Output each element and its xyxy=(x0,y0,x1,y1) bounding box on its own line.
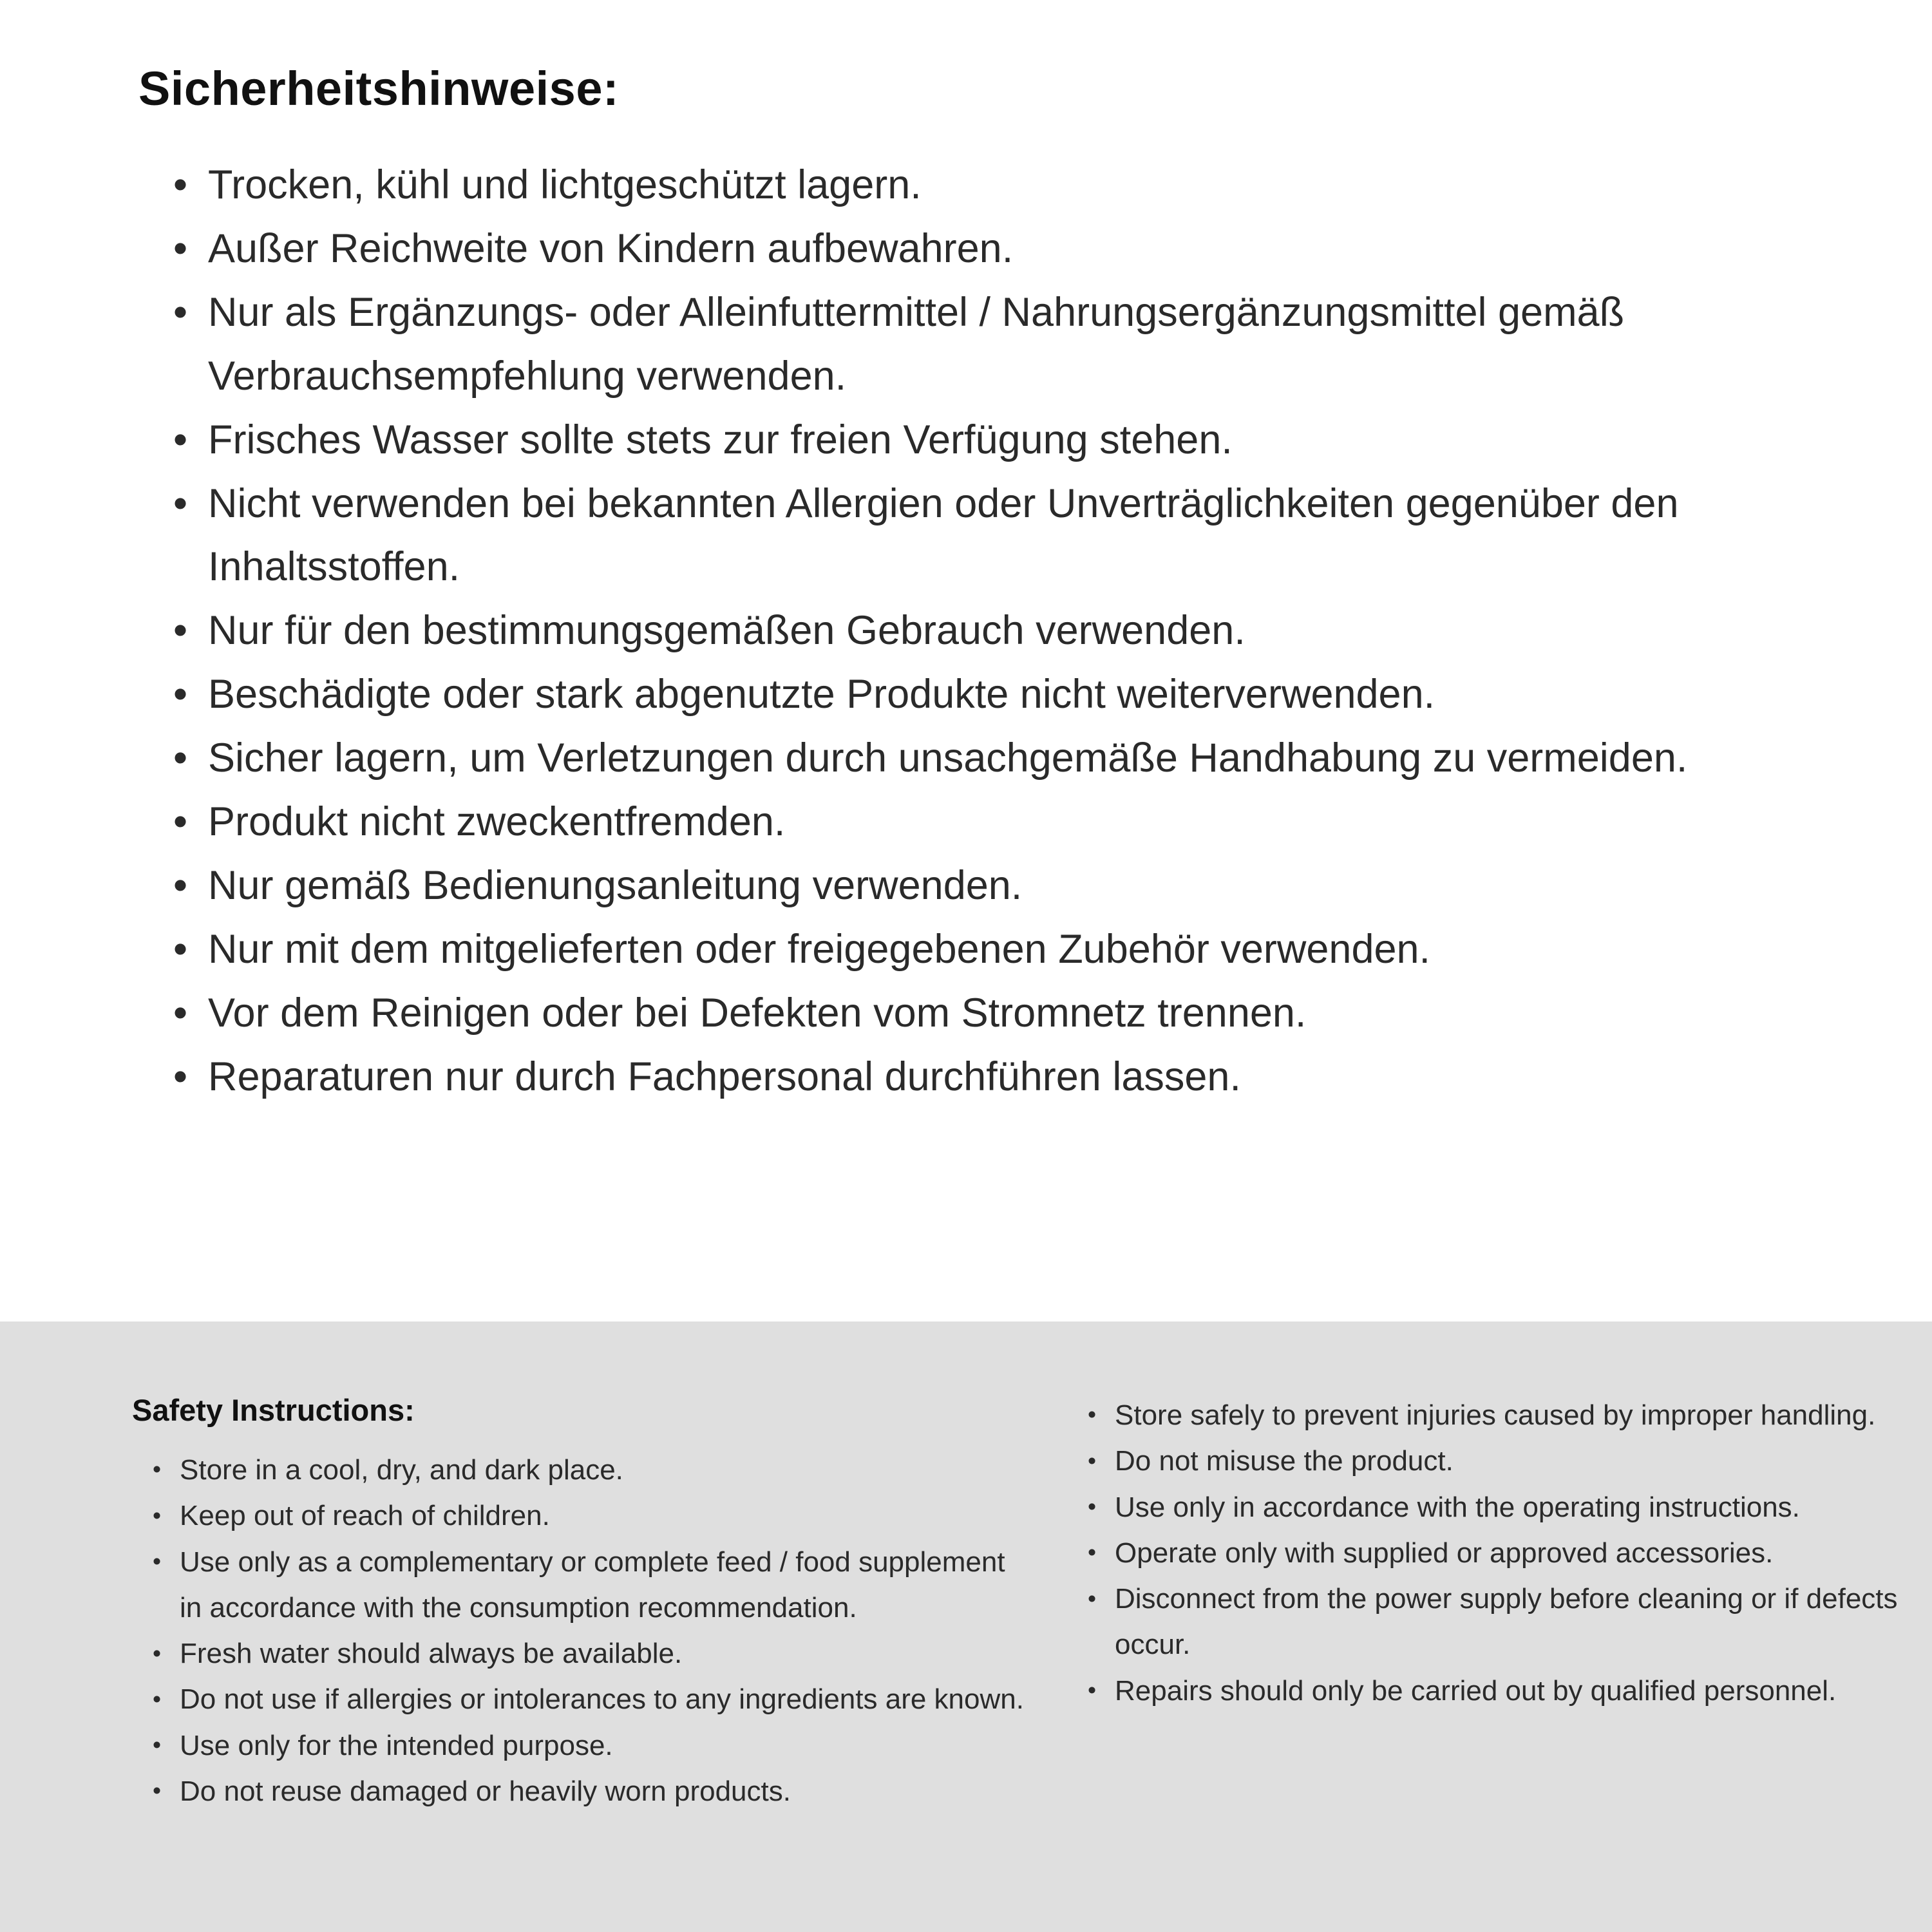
list-item: • Operate only with supplied or approved accessories. xyxy=(1085,1530,1916,1576)
list-item: • Repairs should only be carried out by qualified personnel. xyxy=(1085,1668,1916,1714)
list-item: • Reparaturen nur durch Fachpersonal durchführen lassen. xyxy=(169,1045,1855,1109)
list-item: • Sicher lagern, um Verletzungen durch unsachgemäße Handhabung zu vermeiden. xyxy=(169,726,1855,790)
german-section-title: Sicherheitshinweise: xyxy=(138,62,620,115)
list-item: • Produkt nicht zweckentfremden. xyxy=(169,790,1855,854)
english-left-column xyxy=(132,1392,1027,1814)
english-section-title: Safety Instructions: xyxy=(132,1393,415,1427)
german-safety-list xyxy=(169,153,1855,1109)
list-item: • Store safely to prevent injuries caused by improper handling. xyxy=(1085,1392,1916,1438)
list-item: • Keep out of reach of children. xyxy=(150,1493,1027,1539)
list-item: • Use only as a complementary or complete feed / food supplement in accordance with the consumption recommendation. xyxy=(150,1539,1027,1631)
list-item: • Nur mit dem mitgelieferten oder freigegebenen Zubehör verwenden. xyxy=(169,918,1855,981)
list-item: • Außer Reichweite von Kindern aufbewahren. xyxy=(169,217,1855,281)
list-item: • Store in a cool, dry, and dark place. xyxy=(150,1447,1027,1493)
list-item: • Vor dem Reinigen oder bei Defekten vom Stromnetz trennen. xyxy=(169,981,1855,1045)
list-item: • Nur gemäß Bedienungsanleitung verwenden. xyxy=(169,854,1855,918)
list-item: • Nur für den bestimmungsgemäßen Gebrauch verwenden. xyxy=(169,599,1855,663)
list-item: • Frisches Wasser sollte stets zur freien Verfügung stehen. xyxy=(169,408,1855,472)
english-safety-list-left xyxy=(150,1447,1027,1814)
list-item: • Trocken, kühl und lichtgeschützt lagern. xyxy=(169,153,1855,217)
list-item: • Do not use if allergies or intolerances to any ingredients are known. xyxy=(150,1676,1027,1722)
list-item: • Use only for the intended purpose. xyxy=(150,1723,1027,1768)
english-safety-list-right xyxy=(1085,1392,1916,1714)
list-item: • Nicht verwenden bei bekannten Allergien oder Unverträglichkeiten gegenüber den Inhaltsstoffen. xyxy=(169,472,1855,600)
list-item: • Do not reuse damaged or heavily worn products. xyxy=(150,1768,1027,1814)
list-item: • Do not misuse the product. xyxy=(1085,1438,1916,1484)
english-right-column xyxy=(1085,1392,1916,1814)
list-item: • Beschädigte oder stark abgenutzte Produkte nicht weiterverwenden. xyxy=(169,663,1855,726)
english-columns xyxy=(132,1392,1898,1814)
list-item: • Use only in accordance with the operating instructions. xyxy=(1085,1484,1916,1530)
list-item: • Fresh water should always be available. xyxy=(150,1631,1027,1676)
list-item: • Nur als Ergänzungs- oder Alleinfuttermittel / Nahrungsergänzungsmittel gemäß Verbrauchsempfehlung verwenden. xyxy=(169,281,1855,408)
list-item: • Disconnect from the power supply before cleaning or if defects occur. xyxy=(1085,1576,1916,1668)
english-safety-section xyxy=(0,1321,1932,1932)
